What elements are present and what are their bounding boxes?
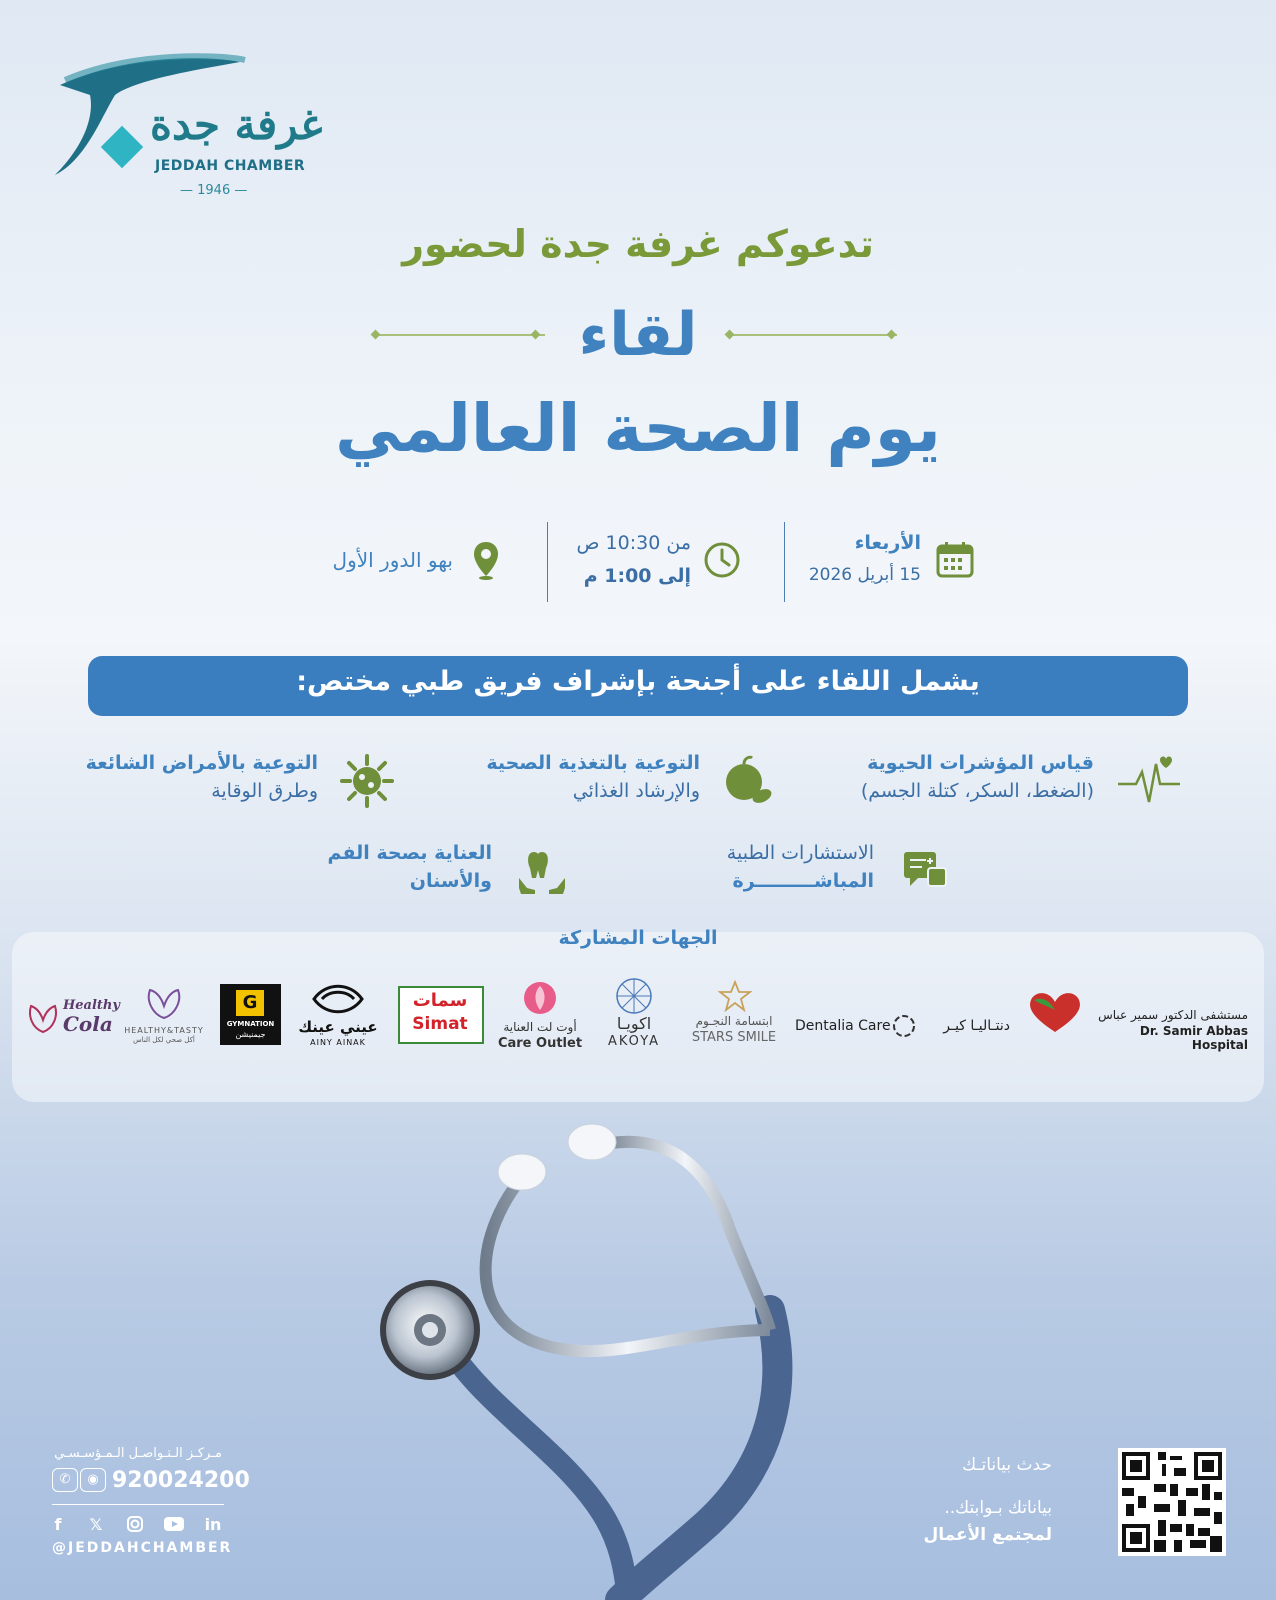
partner-name-ar: أكل صحي لكل الناس — [133, 1036, 195, 1044]
logo-year: — 1946 — — [180, 183, 248, 198]
feature-subtitle: والإرشاد الغذائي — [572, 780, 700, 802]
ainy-ainak-logo-icon — [312, 984, 364, 1014]
partner-name-en: Healthy — [63, 998, 120, 1013]
clock-icon — [702, 540, 742, 580]
event-location: بهو الدور الأول — [332, 548, 453, 572]
partner-name-en: AKOYA — [607, 1034, 661, 1049]
location-pin-icon — [472, 540, 500, 580]
divider — [784, 522, 785, 602]
feature-subtitle: والأسنان — [409, 870, 492, 892]
facebook-icon[interactable]: f — [54, 1515, 62, 1534]
tooth-care-icon — [517, 848, 567, 898]
feature-subtitle: (الضغط، السكر، كتلة الجسم) — [860, 780, 1094, 802]
contact-phone[interactable]: 920024200 — [112, 1468, 250, 1493]
partners-title: الجهات المشاركة — [558, 927, 718, 949]
partner-name-en: STARS SMILE — [691, 1030, 777, 1045]
partner-name-ar: دنتـاليـا كيـر — [943, 1018, 1010, 1034]
stars-smile-logo-icon — [718, 980, 752, 1012]
partner-name-en: Dentalia Care — [795, 1018, 891, 1034]
calendar-icon — [936, 540, 974, 578]
phone-icon[interactable]: ✆ — [52, 1468, 78, 1492]
virus-icon — [338, 752, 396, 810]
samir-abbas-logo-icon — [1024, 988, 1086, 1036]
linkedin-icon[interactable]: in — [204, 1515, 222, 1534]
healthy-cola-logo-icon — [26, 998, 60, 1034]
stethoscope-illustration — [370, 1110, 890, 1600]
divider — [547, 522, 548, 602]
partner-name-en: AINY AINAK — [310, 1038, 366, 1047]
partner-name-en: Dr. Samir Abbas Hospital — [1139, 1024, 1248, 1052]
invite-heading: تدعوكم غرفة جدة لحضور — [402, 222, 874, 266]
x-icon[interactable]: 𝕏 — [89, 1515, 103, 1534]
update-data-subtext: بياناتك بـوابتك.. — [944, 1498, 1052, 1518]
event-day: الأربعاء — [854, 532, 921, 554]
partner-name-ar: أوت لت العناية — [503, 1020, 577, 1034]
healthy-tasty-logo-icon — [144, 986, 184, 1022]
instagram-icon[interactable] — [125, 1515, 145, 1535]
time-from: من 10:30 ص — [576, 532, 691, 554]
partner-name-ar: جيمنيشن — [235, 1030, 266, 1039]
logo-english-text: JEDDAH CHAMBER — [155, 158, 306, 174]
partner-name-en: GYMNATION — [226, 1020, 275, 1028]
partner-name-en: HEALTHY&TASTY — [124, 1026, 204, 1035]
event-date: 15 أبريل 2026 — [808, 565, 921, 585]
partner-name-en: Care Outlet — [497, 1036, 583, 1051]
contact-center-label: مـركـز الـتـواصـل الـمـؤسـسـي — [54, 1446, 222, 1461]
liqaa-heading: لقاء — [578, 300, 698, 370]
time-to: إلى 1:00 م — [583, 565, 691, 587]
care-outlet-logo-icon — [522, 980, 558, 1016]
feature-title: العناية بصحة الفم — [327, 842, 492, 864]
update-data-subtext-bold: لمجتمع الأعمال — [923, 1525, 1052, 1545]
youtube-icon[interactable] — [163, 1515, 183, 1535]
feature-subtitle: وطرق الوقاية — [211, 780, 318, 802]
partner-name-ar: عيني عينك — [298, 1018, 378, 1036]
chat-medical-icon — [902, 850, 948, 896]
social-handle[interactable]: @JEDDAHCHAMBER — [52, 1540, 233, 1556]
partner-name-ar: اكويـا — [616, 1014, 652, 1033]
feature-title: الاستشارات الطبية — [726, 842, 874, 864]
partner-name-ar: سمات — [412, 990, 468, 1011]
fruit-icon — [720, 752, 776, 808]
partner-name-en: Simat — [412, 1014, 468, 1034]
partner-name-ar: ابتسامة النجـوم — [695, 1014, 773, 1028]
dentalia-logo-icon — [890, 1012, 918, 1040]
qr-code[interactable] — [1118, 1448, 1226, 1556]
features-banner-text: يشمل اللقاء على أجنحة بإشراف فريق طبي مختص: — [296, 666, 980, 697]
feature-subtitle: المباشـــــــــرة — [732, 870, 874, 892]
logo-arabic-text: غرفة جدة — [150, 100, 323, 149]
footer-divider — [52, 1504, 224, 1505]
event-title: يوم الصحة العالمي — [335, 390, 941, 467]
feature-title: قياس المؤشرات الحيوية — [867, 752, 1094, 774]
partner-name-ar: مستشفى الدكتور سمير عباس — [1098, 1008, 1248, 1022]
partner-name-en: Cola — [63, 1012, 113, 1036]
update-data-text: حدث بياناتـك — [962, 1455, 1052, 1475]
akoya-logo-icon — [614, 976, 654, 1016]
feature-title: التوعية بالتغذية الصحية — [486, 752, 700, 774]
whatsapp-icon[interactable]: ◉ — [80, 1468, 106, 1492]
heartbeat-icon — [1116, 752, 1182, 808]
feature-title: التوعية بالأمراض الشائعة — [85, 752, 318, 774]
gymnation-logo-icon: G — [236, 990, 264, 1016]
